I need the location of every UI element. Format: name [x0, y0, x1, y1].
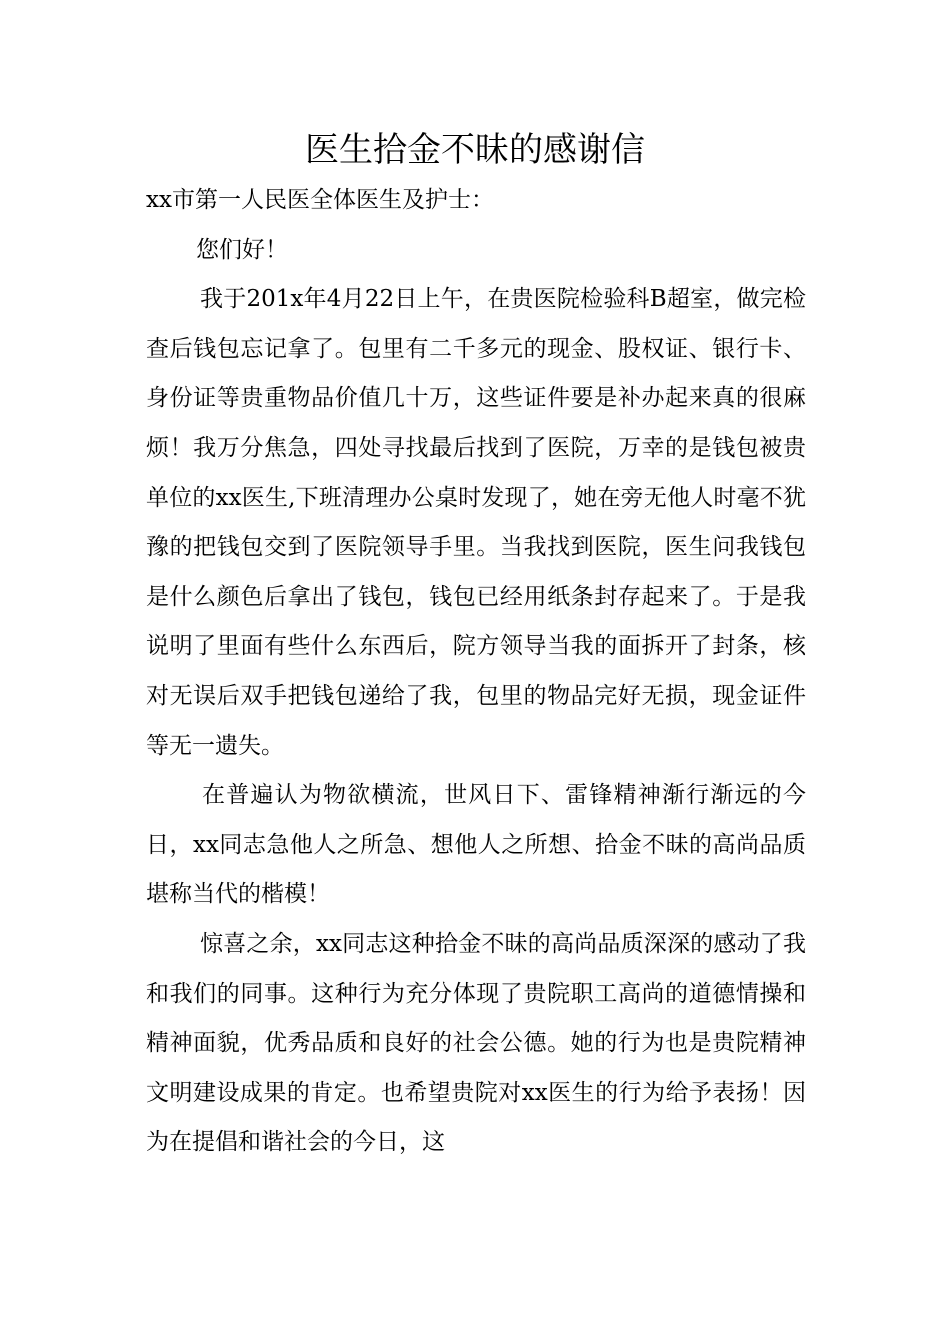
paragraph-gratitude: 惊喜之余，xx同志这种拾金不昧的高尚品质深深的感动了我和我们的同事。这种行为充分体现了贵院职工高尚的道德情操和精神面貌，优秀品质和良好的社会公德。她的行为也是贵院精神文明建设成果的肯定。也希望贵院对xx医生的行为给予表扬！因为在提倡和谐社会的今日，这	[146, 930, 806, 1156]
paragraph-lost-wallet: 我于201x年4月22日上午，在贵医院检验科B超室，做完检查后钱包忘记拿了。包里有二千多元的现金、股权证、银行卡、身份证等贵重物品价值几十万，这些证件要是补办起来真的很麻烦！我万分焦急，四处寻找最后找到了医院，万幸的是钱包被贵单位的xx医生,下班清理办公桌时发现了，她在旁无他人时毫不犹豫的把钱包交到了医院领导手里。当我找到医院，医生问我钱包是什么颜色后拿出了钱包，钱包已经用纸条封存起来了。于是我说明了里面有些什么东西后，院方领导当我的面拆开了封条，核对无误后双手把钱包递给了我，包里的物品完好无损，现金证件等无一遗失。	[146, 286, 806, 759]
letter-greeting: 您们好！	[196, 236, 288, 263]
letter-body	[146, 176, 806, 1168]
letter-salutation: xx市第一人民医全体医生及护士：	[146, 187, 494, 213]
paragraph-praise: 在普遍认为物欲横流，世风日下、雷锋精神渐行渐远的今日，xx同志急他人之所急、想他人之所想、拾金不昧的高尚品质堪称当代的楷模！	[146, 782, 806, 908]
letter-title: 医生拾金不昧的感谢信	[305, 130, 645, 170]
